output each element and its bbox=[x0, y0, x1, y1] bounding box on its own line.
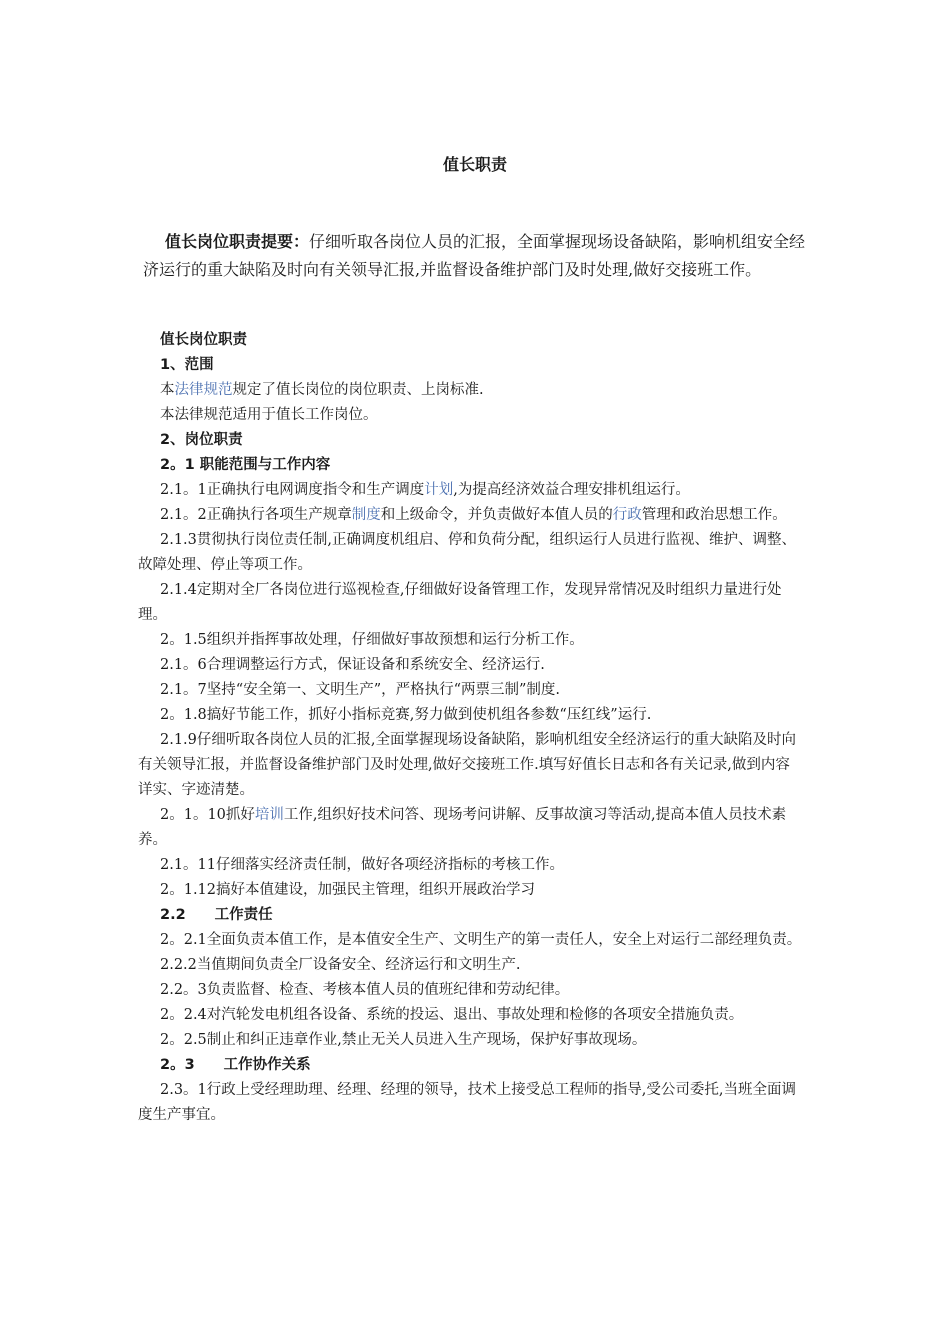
section-1-para-1 bbox=[138, 378, 803, 403]
section-2-heading: 2、岗位职责 bbox=[160, 432, 243, 448]
text-fragment: 管理和政治思想工作。 bbox=[641, 507, 787, 523]
section-1-para-2: 本法律规范适用于值长工作岗位。 bbox=[160, 407, 378, 423]
item-2-1-6: 2.1。6合理调整运行方式，保证设备和系统安全、经济运行. bbox=[160, 657, 545, 673]
item-2-1-4: 2.1.4定期对全厂各岗位进行巡视检查,仔细做好设备管理工作，发现异常情况及时组织力量进行处理。 bbox=[138, 582, 782, 623]
text-fragment: 本 bbox=[160, 382, 175, 398]
text-fragment: 2。1。10抓好 bbox=[160, 807, 255, 823]
text-fragment: 规定了值长岗位的岗位职责、上岗标准. bbox=[232, 382, 484, 398]
summary-paragraph bbox=[143, 228, 808, 284]
summary-text: 仔细听取各岗位人员的汇报，全面掌握现场设备缺陷，影响机组安全经济运行的重大缺陷及时向有关领导汇报,并监督设备维护部门及时处理,做好交接班工作。 bbox=[143, 232, 806, 279]
section-heading-main: 值长岗位职责 bbox=[160, 332, 247, 348]
item-2-1-7: 2.1。7坚持“安全第一、文明生产”，严格执行“两票三制”制度. bbox=[160, 682, 561, 698]
item-2-2-4: 2。2.4对汽轮发电机组各设备、系统的投运、退出、事故处理和检修的各项安全措施负责。 bbox=[160, 1007, 744, 1023]
item-2-2-3: 2.2。3负责监督、检查、考核本值人员的值班纪律和劳动纪律。 bbox=[160, 982, 570, 998]
link-plan[interactable]: 计划 bbox=[424, 482, 454, 498]
link-training[interactable]: 培训 bbox=[254, 807, 284, 823]
item-2-1-3: 2.1.3贯彻执行岗位责任制,正确调度机组启、停和负荷分配，组织运行人员进行监视、维护、调整、故障处理、停止等项工作。 bbox=[138, 532, 796, 573]
text-fragment: ,为提高经济效益合理安排机组运行。 bbox=[453, 482, 690, 498]
document-body bbox=[138, 328, 803, 1128]
document-title: 值长职责 bbox=[442, 155, 507, 174]
item-2-2-2: 2.2.2当值期间负责全厂设备安全、经济运行和文明生产. bbox=[160, 957, 521, 973]
link-system[interactable]: 制度 bbox=[351, 507, 381, 523]
item-2-1-2 bbox=[138, 503, 803, 528]
item-2-2-1: 2。2.1全面负责本值工作，是本值安全生产、文明生产的第一责任人，安全上对运行二部经理负责。 bbox=[160, 932, 802, 948]
section-1-heading: 1、范围 bbox=[160, 357, 214, 373]
item-2-1-10 bbox=[138, 803, 803, 853]
text-fragment: 工作,组织好技术问答、现场考问讲解、反事故演习等活动,提高本值人员技术素养。 bbox=[138, 807, 787, 848]
item-2-3-1: 2.3。1行政上受经理助理、经理、经理的领导，技术上接受总工程师的指导,受公司委托,当班全面调度生产事宜。 bbox=[138, 1082, 796, 1123]
link-legal-norm[interactable]: 法律规范 bbox=[174, 382, 233, 398]
link-administration[interactable]: 行政 bbox=[612, 507, 642, 523]
text-fragment: 2.1。1正确执行电网调度指令和生产调度 bbox=[160, 482, 425, 498]
section-2-1-heading: 2。1 职能范围与工作内容 bbox=[160, 457, 331, 473]
section-2-2-heading: 2.2 工作责任 bbox=[160, 907, 273, 923]
summary-lead: 值长岗位职责提要： bbox=[165, 232, 310, 251]
item-2-2-5: 2。2.5制止和纠正违章作业,禁止无关人员进入生产现场，保护好事故现场。 bbox=[160, 1032, 647, 1048]
item-2-1-5: 2。1.5组织并指挥事故处理，仔细做好事故预想和运行分析工作。 bbox=[160, 632, 584, 648]
text-fragment: 和上级命令，并负责做好本值人员的 bbox=[380, 507, 613, 523]
item-2-1-1 bbox=[138, 478, 803, 503]
item-2-1-9: 2.1.9仔细听取各岗位人员的汇报,全面掌握现场设备缺陷，影响机组安全经济运行的重大缺陷及时向有关领导汇报，并监督设备维护部门及时处理,做好交接班工作.填写好值长日志和各有关记录,做到内容详实、字迹清楚。 bbox=[138, 732, 796, 798]
section-2-3-heading: 2。3 工作协作关系 bbox=[160, 1057, 311, 1073]
text-fragment: 2.1。2正确执行各项生产规章 bbox=[160, 507, 352, 523]
item-2-1-11: 2.1。11仔细落实经济责任制，做好各项经济指标的考核工作。 bbox=[160, 857, 565, 873]
item-2-1-12: 2。1.12搞好本值建设，加强民主管理，组织开展政治学习 bbox=[160, 882, 536, 898]
item-2-1-8: 2。1.8搞好节能工作，抓好小指标竞赛,努力做到使机组各参数“压红线”运行. bbox=[160, 707, 652, 723]
